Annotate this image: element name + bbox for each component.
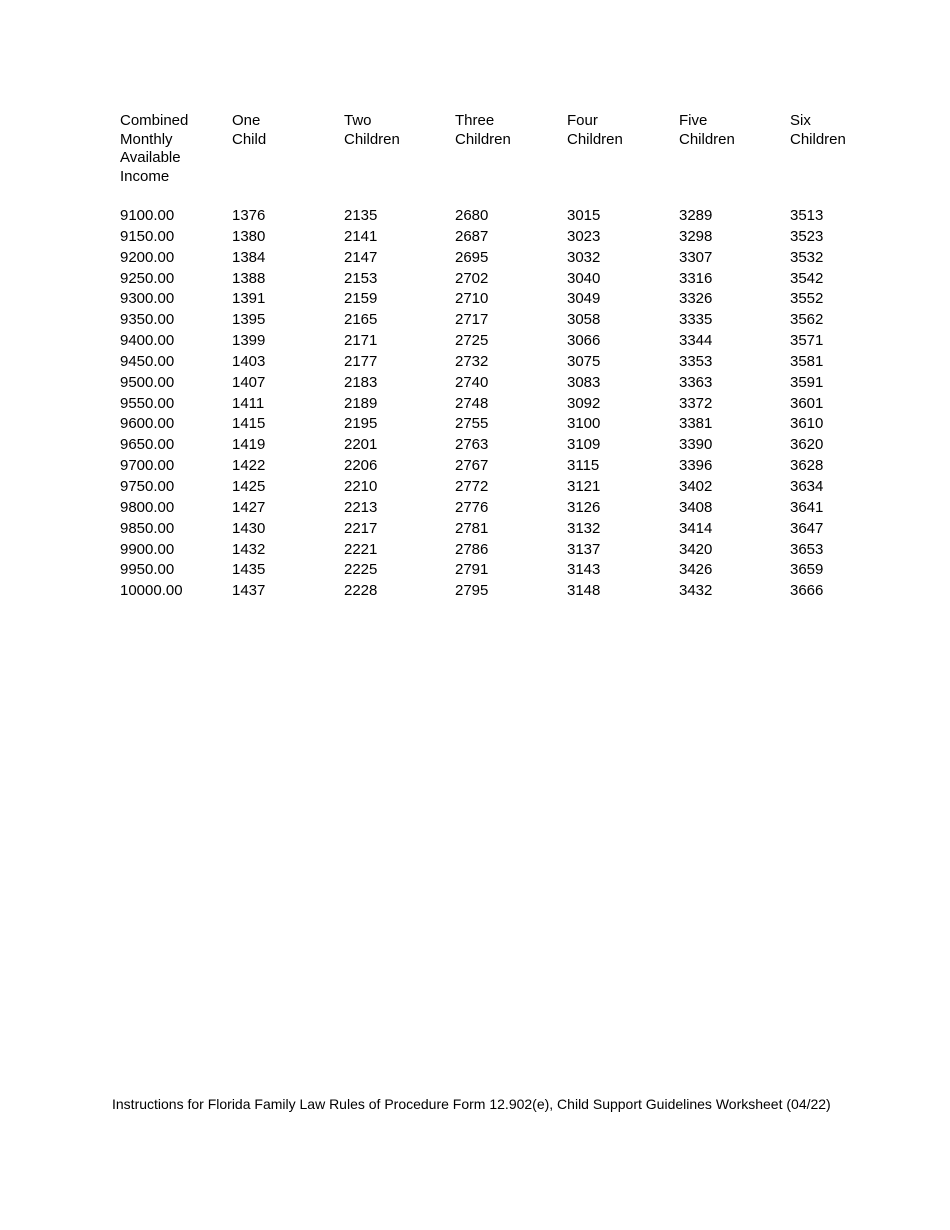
cell-three-children: 2776 [455, 498, 489, 516]
cell-income: 9500.00 [120, 373, 175, 391]
cell-four-children: 3109 [567, 436, 601, 454]
cell-two-children: 2210 [344, 477, 378, 495]
table-row [120, 373, 880, 394]
cell-five-children: 3402 [679, 477, 713, 495]
cell-two-children: 2135 [344, 207, 378, 224]
cell-three-children: 2740 [455, 373, 489, 391]
cell-five-children: 3298 [679, 227, 713, 245]
cell-one-child: 1403 [232, 352, 266, 370]
table-row [120, 519, 880, 540]
cell-income: 9200.00 [120, 248, 175, 266]
cell-two-children: 2206 [344, 457, 378, 475]
cell-one-child: 1395 [232, 311, 266, 329]
cell-one-child: 1437 [232, 582, 266, 600]
cell-five-children: 3326 [679, 290, 713, 308]
cell-income: 9250.00 [120, 269, 175, 287]
cell-income: 9300.00 [120, 290, 175, 308]
cell-three-children: 2695 [455, 248, 489, 266]
cell-one-child: 1388 [232, 269, 266, 287]
cell-income: 9900.00 [120, 540, 175, 558]
cell-five-children: 3414 [679, 519, 713, 537]
cell-three-children: 2717 [455, 311, 489, 329]
cell-two-children: 2201 [344, 436, 378, 454]
cell-three-children: 2725 [455, 332, 489, 350]
cell-five-children: 3420 [679, 540, 713, 558]
cell-one-child: 1384 [232, 248, 266, 266]
cell-one-child: 1432 [232, 540, 266, 558]
cell-income: 10000.00 [120, 582, 183, 600]
cell-two-children: 2153 [344, 269, 378, 287]
cell-four-children: 3137 [567, 540, 601, 558]
cell-six-children: 3620 [790, 436, 824, 454]
cell-two-children: 2177 [344, 352, 378, 370]
cell-four-children: 3121 [567, 477, 601, 495]
table-row [120, 248, 880, 269]
cell-five-children: 3381 [679, 415, 713, 433]
cell-five-children: 3307 [679, 248, 713, 266]
cell-six-children: 3562 [790, 311, 824, 329]
cell-income: 9400.00 [120, 332, 175, 350]
table-row [120, 352, 880, 373]
cell-one-child: 1376 [232, 207, 266, 224]
page-footer: Instructions for Florida Family Law Rules of Procedure Form 12.902(e), Child Support Guidelines Worksheet (04/22) [112, 1096, 831, 1112]
cell-six-children: 3591 [790, 373, 824, 391]
cell-one-child: 1399 [232, 332, 266, 350]
cell-income: 9750.00 [120, 477, 175, 495]
cell-three-children: 2791 [455, 561, 489, 579]
cell-three-children: 2748 [455, 394, 489, 412]
table-header-row [120, 112, 880, 206]
cell-five-children: 3363 [679, 373, 713, 391]
table-row [120, 477, 880, 498]
table-row [120, 206, 880, 227]
cell-income: 9950.00 [120, 561, 175, 579]
cell-six-children: 3659 [790, 561, 824, 579]
cell-two-children: 2225 [344, 561, 378, 579]
cell-three-children: 2795 [455, 582, 489, 600]
cell-four-children: 3040 [567, 269, 601, 287]
cell-six-children: 3610 [790, 415, 824, 433]
cell-two-children: 2195 [344, 415, 378, 433]
table-row [120, 289, 880, 310]
cell-two-children: 2228 [344, 582, 378, 600]
cell-six-children: 3601 [790, 394, 824, 412]
cell-five-children: 3353 [679, 352, 713, 370]
cell-six-children: 3634 [790, 477, 824, 495]
cell-one-child: 1427 [232, 498, 266, 516]
cell-three-children: 2755 [455, 415, 489, 433]
header-five-children: Five Children [679, 112, 735, 148]
cell-five-children: 3432 [679, 582, 713, 600]
cell-three-children: 2680 [455, 207, 489, 224]
cell-four-children: 3083 [567, 373, 601, 391]
cell-two-children: 2213 [344, 498, 378, 516]
cell-two-children: 2147 [344, 248, 378, 266]
cell-income: 9650.00 [120, 436, 175, 454]
table-row [120, 227, 880, 248]
cell-four-children: 3092 [567, 394, 601, 412]
cell-six-children: 3532 [790, 248, 824, 266]
cell-five-children: 3372 [679, 394, 713, 412]
table-row [120, 560, 880, 581]
cell-four-children: 3132 [567, 519, 601, 537]
cell-three-children: 2781 [455, 519, 489, 537]
header-two-children: Two Children [344, 112, 400, 148]
cell-income: 9150.00 [120, 227, 175, 245]
table-row [120, 498, 880, 519]
cell-six-children: 3628 [790, 457, 824, 475]
header-six-children: Six Children [790, 112, 846, 148]
cell-six-children: 3647 [790, 519, 824, 537]
cell-four-children: 3148 [567, 582, 601, 600]
cell-income: 9800.00 [120, 498, 175, 516]
cell-one-child: 1430 [232, 519, 266, 537]
cell-six-children: 3641 [790, 498, 824, 516]
cell-income: 9600.00 [120, 415, 175, 433]
cell-two-children: 2165 [344, 311, 378, 329]
cell-six-children: 3552 [790, 290, 824, 308]
cell-six-children: 3666 [790, 582, 824, 600]
cell-four-children: 3075 [567, 352, 601, 370]
cell-six-children: 3571 [790, 332, 824, 350]
cell-five-children: 3396 [679, 457, 713, 475]
table-row [120, 394, 880, 415]
cell-four-children: 3023 [567, 227, 601, 245]
cell-four-children: 3143 [567, 561, 601, 579]
cell-two-children: 2189 [344, 394, 378, 412]
table-body [120, 206, 880, 602]
cell-one-child: 1435 [232, 561, 266, 579]
cell-three-children: 2732 [455, 352, 489, 370]
table-row [120, 414, 880, 435]
cell-income: 9850.00 [120, 519, 175, 537]
cell-income: 9700.00 [120, 457, 175, 475]
cell-three-children: 2702 [455, 269, 489, 287]
cell-one-child: 1415 [232, 415, 266, 433]
header-three-children: Three Children [455, 112, 511, 148]
child-support-schedule-table [120, 112, 880, 602]
cell-two-children: 2171 [344, 332, 378, 350]
cell-income: 9100.00 [120, 207, 175, 224]
cell-six-children: 3542 [790, 269, 824, 287]
cell-one-child: 1422 [232, 457, 266, 475]
cell-four-children: 3066 [567, 332, 601, 350]
cell-six-children: 3581 [790, 352, 824, 370]
cell-one-child: 1419 [232, 436, 266, 454]
cell-five-children: 3344 [679, 332, 713, 350]
cell-income: 9450.00 [120, 352, 175, 370]
table-row [120, 456, 880, 477]
table-row [120, 540, 880, 561]
cell-six-children: 3513 [790, 207, 824, 224]
cell-one-child: 1391 [232, 290, 266, 308]
cell-four-children: 3058 [567, 311, 601, 329]
cell-five-children: 3335 [679, 311, 713, 329]
cell-four-children: 3032 [567, 248, 601, 266]
cell-one-child: 1411 [232, 394, 265, 412]
cell-one-child: 1407 [232, 373, 266, 391]
table-row [120, 435, 880, 456]
cell-two-children: 2183 [344, 373, 378, 391]
header-four-children: Four Children [567, 112, 623, 148]
cell-four-children: 3100 [567, 415, 601, 433]
cell-five-children: 3426 [679, 561, 713, 579]
cell-three-children: 2763 [455, 436, 489, 454]
table-row [120, 269, 880, 290]
cell-two-children: 2141 [344, 227, 378, 245]
cell-three-children: 2767 [455, 457, 489, 475]
table-row [120, 331, 880, 352]
cell-five-children: 3316 [679, 269, 713, 287]
cell-three-children: 2786 [455, 540, 489, 558]
header-combined-income: Combined Monthly Available Income [120, 112, 189, 185]
cell-three-children: 2772 [455, 477, 489, 495]
cell-income: 9550.00 [120, 394, 175, 412]
header-one-child: One Child [232, 112, 267, 148]
cell-five-children: 3408 [679, 498, 713, 516]
cell-one-child: 1425 [232, 477, 266, 495]
cell-one-child: 1380 [232, 227, 266, 245]
cell-two-children: 2221 [344, 540, 378, 558]
cell-four-children: 3115 [567, 457, 600, 475]
cell-two-children: 2217 [344, 519, 378, 537]
cell-five-children: 3390 [679, 436, 713, 454]
cell-income: 9350.00 [120, 311, 175, 329]
table-row [120, 581, 880, 602]
cell-three-children: 2687 [455, 227, 489, 245]
cell-four-children: 3049 [567, 290, 601, 308]
cell-six-children: 3523 [790, 227, 824, 245]
cell-five-children: 3289 [679, 207, 713, 224]
cell-four-children: 3126 [567, 498, 601, 516]
table-row [120, 310, 880, 331]
cell-three-children: 2710 [455, 290, 489, 308]
cell-two-children: 2159 [344, 290, 378, 308]
cell-four-children: 3015 [567, 207, 601, 224]
cell-six-children: 3653 [790, 540, 824, 558]
